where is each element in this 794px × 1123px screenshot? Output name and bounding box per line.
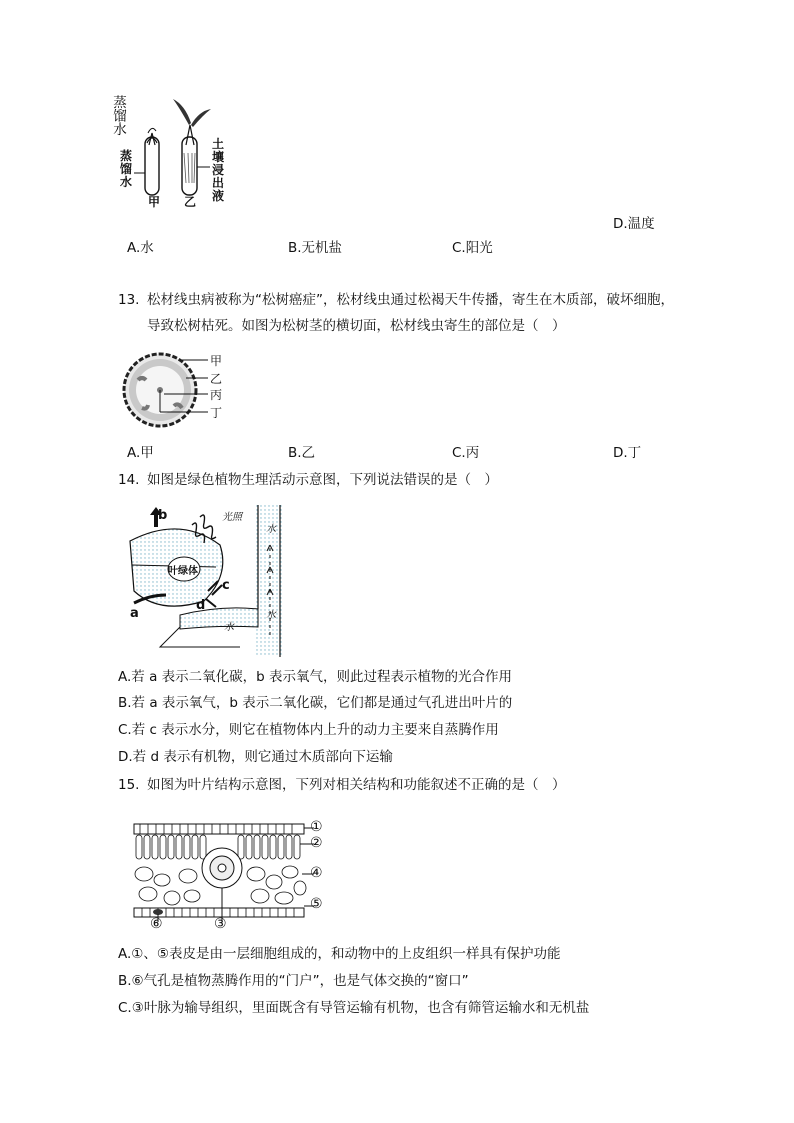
q12-label-left-liquid: 蒸馏水: [120, 149, 133, 189]
q15-option-c[interactable]: C.③叶脉为输导组织，里面既含有导管运输有机物，也含有筛管运输水和无机盐: [118, 1000, 590, 1016]
q13-number: 13.: [118, 292, 140, 308]
q12-option-b[interactable]: B.无机盐: [288, 240, 343, 256]
q13-option-a[interactable]: A.甲: [127, 445, 154, 461]
q12-label-tube-a: 甲: [148, 195, 161, 209]
q15-option-a[interactable]: A.①、⑤表皮是由一层细胞组成的，和动物中的上皮组织一样具有保护功能: [118, 946, 561, 962]
q13-text-line1: 松材线虫病被称为“松树癌症”，松材线虫通过松褐天牛传播，寄生在木质部，破坏细胞，: [147, 292, 674, 308]
q15-option-b[interactable]: B.⑥气孔是植物蒸腾作用的“门户”，也是气体交换的“窗口”: [118, 973, 469, 989]
q12-label-right-liquid: 土壤浸出液: [212, 137, 225, 203]
q14-label-water-bottom: 水: [224, 622, 234, 633]
q14-figure: [120, 505, 290, 657]
q15-label-3: ③: [214, 916, 227, 932]
q13-label-ding: 丁: [210, 406, 223, 420]
q13-label-bing: 丙: [210, 388, 223, 402]
q13-option-c[interactable]: C.丙: [452, 445, 480, 461]
q12-label-tube-b: 乙: [184, 195, 197, 209]
q12-option-a[interactable]: A.水: [127, 240, 154, 256]
q14-label-b: b: [158, 508, 168, 523]
q13-option-b[interactable]: B.乙: [288, 445, 316, 461]
q14-label-water-mid: 水: [266, 610, 276, 621]
q15-text: 如图为叶片结构示意图，下列对相关结构和功能叙述不正确的是（ ）: [147, 777, 566, 793]
q12-label-left: 蒸馏水: [110, 95, 126, 136]
q14-option-c[interactable]: C.若 c 表示水分，则它在植物体内上升的动力主要来自蒸腾作用: [118, 722, 499, 738]
q14-number: 14.: [118, 472, 140, 488]
q14-label-water-top: 水: [266, 524, 276, 535]
q14-option-a[interactable]: A.若 a 表示二氧化碳，b 表示氧气，则此过程表示植物的光合作用: [118, 669, 513, 685]
q14-label-chloroplast: 叶绿体: [168, 566, 198, 577]
q15-label-6: ⑥: [150, 916, 163, 932]
q15-label-2: ②: [310, 835, 323, 851]
q15-label-1: ①: [310, 819, 323, 835]
q13-label-jia: 甲: [210, 354, 223, 368]
q13-label-yi: 乙: [210, 372, 223, 386]
q15-label-4: ④: [310, 865, 323, 881]
q14-label-light: 光照: [222, 512, 242, 523]
q12-option-d[interactable]: D.温度: [613, 216, 655, 232]
q13-option-d[interactable]: D.丁: [613, 445, 642, 461]
q15-number: 15.: [118, 777, 140, 793]
q12-option-c[interactable]: C.阳光: [452, 240, 493, 256]
q13-text-line2: 导致松树枯死。如图为松树茎的横切面，松材线虫寄生的部位是（ ）: [147, 318, 566, 334]
q14-label-c: c: [222, 578, 230, 593]
q14-option-b[interactable]: B.若 a 表示氧气，b 表示二氧化碳，它们都是通过气孔进出叶片的: [118, 695, 513, 711]
q14-text: 如图是绿色植物生理活动示意图，下列说法错误的是（ ）: [147, 472, 498, 488]
q14-label-d: d: [196, 598, 206, 613]
q14-label-a: a: [130, 606, 139, 621]
q15-label-5: ⑤: [310, 896, 323, 912]
q14-option-d[interactable]: D.若 d 表示有机物，则它通过木质部向下运输: [118, 749, 393, 765]
